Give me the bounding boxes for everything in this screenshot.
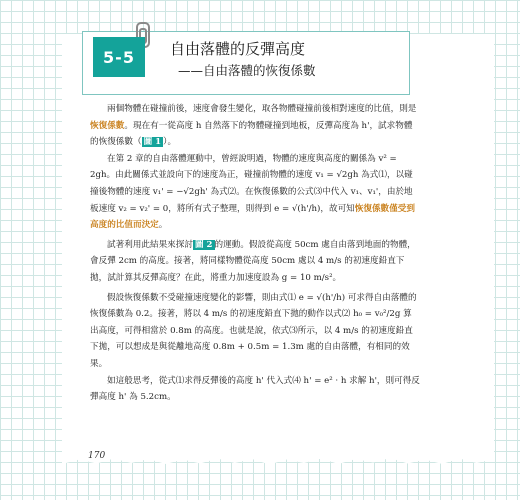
highlight-conclusion: 恢復係數僅受到高度的比值而決定 [90,203,415,231]
highlight-term: 恢復係數 [90,120,125,131]
paragraph-2: 在第 2 章的自由落體運動中，曾經說明過，物體的速度與高度的關係為 v² = 2gh。由此關係式並設向下的速度為正，碰撞前物體的速度 v₁ = √2gh 為式⑴，以碰撞後物體的速度 v₁' = −√2gh' 為式⑵。在恢復係數的公式⑶中代入 v₁、v₁'，由於地板速度 v₂ = v₂' = 0，將所有式子整理，則得到 e = √(h'/h)，故可知恢復係數僅受到高度的比值而決定。 [90,153,415,231]
body-text [90,101,420,406]
section-subtitle: ——自由落體的恢復係數 [178,63,316,78]
paragraph-1: 兩個物體在碰撞前後，速度會發生變化，取各物體碰撞前後相對速度的比值，則是恢復係數。現在有一從高度 h 自然落下的物體碰撞到地板，反彈高度為 h'，試求物體的恢復係數（ 圖 1 ）。 [90,104,417,148]
paragraph-4: 假設恢復係數不受碰撞速度變化的影響，則由式⑴ e = √(h'/h) 可求得自由落體的恢復係數為 0.2。接著，將以 4 m/s 的初速度鉛直下拋的動作以式⑵ h₀ = v₀²/2g 算出高度，可得相當於 0.8m 的高度。也就是說，依式⑶所示，以 4 m/s 的初速度鉛直下拋，可以想成是與從離地高度 0.8m + 0.5m = 1.3m 處的自由落體，有相同的效果。 [90,292,417,369]
figure-ref-2[interactable]: 圖 2 [194,239,213,250]
figure-ref-1[interactable]: 圖 1 [143,137,162,148]
paragraph-5: 如這般思考，從式⑴求得反彈後的高度 h' 代入式⑷ h' = e² · h 求解 h'，則可得反彈高度 h' 為 5.2cm。 [90,375,420,403]
torn-edge [62,455,494,465]
section-number-badge: 5-5 [93,37,145,77]
page-number: 170 [88,451,106,461]
section-title: 自由落體的反彈高度 [170,40,306,58]
paragraph-3: 試著利用此結果來探討 圖 2 的運動。假設從高度 50cm 處自由落到地面的物體，會反彈 2cm 的高度。接著，將同樣物體從高度 50cm 處以 4 m/s 的初速度鉛直下拋，試計算其反彈高度？在此，將重力加速度設為 g = 10 m/s²。 [90,239,416,283]
